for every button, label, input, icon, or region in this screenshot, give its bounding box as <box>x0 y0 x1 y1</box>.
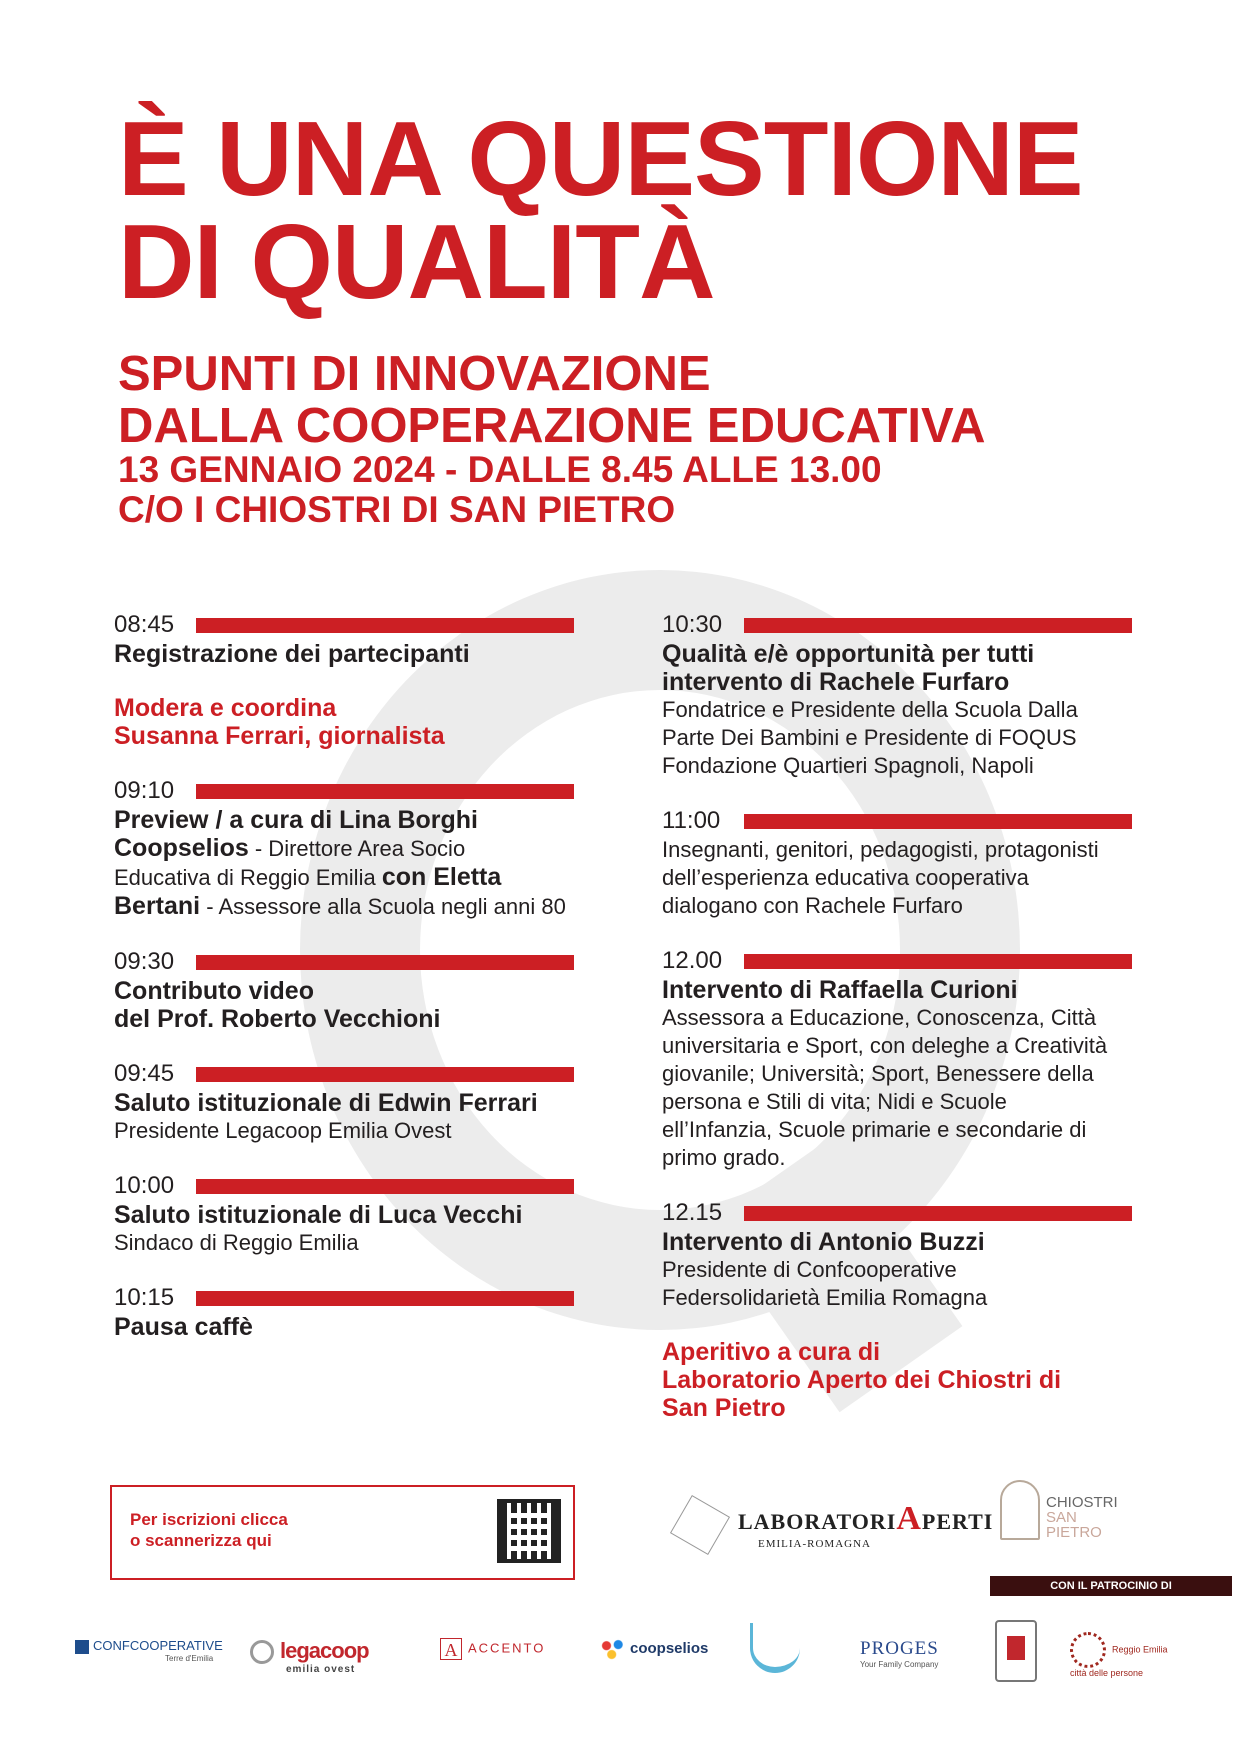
coopselios-logo <box>600 1638 708 1660</box>
slot-desc-line <box>114 863 574 892</box>
lab-logo-wordmark <box>738 1500 993 1538</box>
agenda-right-column <box>662 610 1132 1448</box>
time-bar <box>196 618 574 633</box>
slot-time: 11:00 <box>662 807 721 834</box>
legacoop-sub: emilia ovest <box>286 1664 356 1676</box>
comune-crest-icon <box>995 1620 1037 1682</box>
slot-desc-line: dialogano con Rachele Furfaro <box>662 893 963 918</box>
legacoop-logo <box>250 1638 369 1675</box>
slot-title: Contributo video <box>114 977 314 1005</box>
chiostri-logo <box>1000 1480 1118 1540</box>
event-date: 13 GENNAIO 2024 - DALLE 8.45 ALLE 13.00 <box>118 449 882 490</box>
slot-time: 10:30 <box>662 611 723 638</box>
time-bar <box>744 618 1132 633</box>
slot-time: 09:10 <box>114 777 175 804</box>
moderator-line-1: Modera e coordina <box>114 694 337 722</box>
slot-title: Intervento di Antonio Buzzi <box>662 1228 985 1256</box>
time-bar <box>744 814 1132 829</box>
lab-logo-a: A <box>896 1500 922 1537</box>
slot-time: 12.00 <box>662 947 723 974</box>
slot-time: 09:30 <box>114 948 175 975</box>
agenda-slot <box>114 1171 574 1257</box>
moderator-line-2: Susanna Ferrari, giornalista <box>114 722 445 750</box>
title-line-1: È UNA QUESTIONE <box>118 100 1083 218</box>
slot-desc-line <box>114 892 574 921</box>
slot-title: Pausa caffè <box>114 1313 253 1341</box>
patrocinio-label: CON IL PATROCINIO DI <box>990 1576 1232 1596</box>
dotted-circle-icon <box>1070 1632 1106 1668</box>
slot-title: Saluto istituzionale di Luca Vecchi <box>114 1201 523 1229</box>
time-bar <box>196 955 574 970</box>
lab-logo-part: PERTI <box>921 1509 994 1534</box>
confcooperative-sub: Terre d'Emilia <box>165 1653 214 1663</box>
agenda-slot <box>662 806 1132 920</box>
title-line-2: DI QUALITÀ <box>118 203 715 321</box>
agenda-slot <box>662 1198 1132 1312</box>
guest-name: Bertani <box>114 892 201 920</box>
slot-title: Qualità e/è opportunità per tutti <box>662 640 1035 668</box>
lab-logo-part: LABORATORI <box>738 1509 897 1534</box>
slot-time: 10:00 <box>114 1172 175 1199</box>
slot-desc-line: universitaria e Sport, con deleghe a Creatività <box>662 1033 1108 1058</box>
proges-sub: Your Family Company <box>860 1660 939 1669</box>
chiostri-line-2: SAN <box>1046 1509 1077 1526</box>
time-bar <box>196 1291 574 1306</box>
closing-line-1: Aperitivo a cura di <box>662 1338 881 1366</box>
event-title <box>118 100 1083 321</box>
slot-time: 08:45 <box>114 611 175 638</box>
time-bar <box>196 1179 574 1194</box>
slot-desc-line: Assessora a Educazione, Conoscenza, Città <box>662 1005 1097 1030</box>
slot-title: intervento di Rachele Furfaro <box>662 668 1010 696</box>
slot-desc-line: dell’esperienza educativa cooperativa <box>662 865 1029 890</box>
time-bar <box>196 1067 574 1082</box>
event-venue: C/O I CHIOSTRI DI SAN PIETRO <box>118 489 676 530</box>
time-bar <box>744 1206 1132 1221</box>
moderator-block <box>114 694 574 750</box>
agenda-slot <box>114 776 574 921</box>
proges-text: PROGES <box>860 1638 939 1659</box>
sponsor-logos <box>70 1618 1180 1698</box>
slot-time: 12.15 <box>662 1199 723 1226</box>
registration-line-2[interactable]: o scannerizza qui <box>130 1531 272 1550</box>
registration-box[interactable] <box>110 1485 575 1580</box>
slot-title: Intervento di Raffaella Curioni <box>662 976 1018 1004</box>
desc-text: - Direttore Area Socio <box>248 836 466 861</box>
chiostri-line-1: CHIOSTRI <box>1046 1494 1118 1511</box>
wave-logo-icon <box>750 1623 800 1673</box>
confcooperative-text: CONFCOOPERATIVE <box>93 1638 223 1653</box>
dome-icon <box>1000 1480 1040 1540</box>
confcooperative-icon <box>75 1640 89 1654</box>
spiral-icon <box>250 1640 274 1664</box>
slot-title: del Prof. Roberto Vecchioni <box>114 1005 441 1033</box>
coopselios-text: coopselios <box>630 1639 709 1657</box>
confcooperative-logo <box>75 1638 223 1663</box>
hexagon-icon <box>670 1495 730 1555</box>
closing-line-2: Laboratorio Aperto dei Chiostri di <box>662 1366 1062 1394</box>
reggio-emilia-logo <box>1070 1632 1180 1678</box>
slot-desc-line: ell’Infanzia, Scuole primarie e secondarie di <box>662 1117 1087 1142</box>
reggio-text: Reggio Emilia città delle persone <box>1070 1644 1168 1678</box>
slot-title: Preview / a cura di Lina Borghi <box>114 806 478 834</box>
accento-text: ACCENTO <box>468 1640 546 1656</box>
slot-desc-line: Presidente di Confcooperative <box>662 1257 957 1282</box>
agenda-slot <box>662 610 1132 780</box>
slot-desc: Presidente Legacoop Emilia Ovest <box>114 1118 452 1143</box>
desc-text: Educativa di Reggio Emilia <box>114 865 382 890</box>
event-subtitle <box>118 348 985 452</box>
agenda-slot <box>114 610 574 668</box>
accento-icon: A <box>440 1638 462 1660</box>
agenda-slot <box>114 1283 574 1341</box>
closing-block <box>662 1338 1132 1422</box>
proges-logo <box>860 1638 939 1669</box>
closing-line-3: San Pietro <box>662 1394 786 1422</box>
agenda-left-column <box>114 610 574 1367</box>
agenda-slot <box>114 1059 574 1145</box>
chiostri-line-3: PIETRO <box>1046 1524 1102 1541</box>
slot-desc-line: primo grado. <box>662 1145 786 1170</box>
slot-desc-line: Fondatrice e Presidente della Scuola Dalla <box>662 697 1078 722</box>
slot-desc-line: giovanile; Università; Sport, Benessere della <box>662 1061 1094 1086</box>
slot-time: 10:15 <box>114 1284 175 1311</box>
slot-desc-line <box>114 834 574 863</box>
org-name: Coopselios <box>114 834 249 862</box>
agenda-slot <box>114 947 574 1033</box>
accento-logo <box>440 1638 545 1660</box>
slot-desc-line: Insegnanti, genitori, pedagogisti, protagonisti <box>662 837 1099 862</box>
lab-logo-sub: EMILIA-ROMAGNA <box>758 1538 871 1550</box>
event-info <box>118 450 882 530</box>
slot-desc: Sindaco di Reggio Emilia <box>114 1230 359 1255</box>
subtitle-line-1: SPUNTI DI INNOVAZIONE <box>118 347 711 401</box>
slot-desc-line: Parte Dei Bambini e Presidente di FOQUS <box>662 725 1077 750</box>
guest-prefix: con Eletta <box>381 863 502 891</box>
legacoop-text: legacoop <box>280 1638 369 1663</box>
registration-text[interactable] <box>130 1509 288 1551</box>
slot-title: Saluto istituzionale di Edwin Ferrari <box>114 1089 538 1117</box>
qr-code-icon[interactable] <box>497 1499 561 1563</box>
subtitle-line-2: DALLA COOPERAZIONE EDUCATIVA <box>118 399 986 453</box>
slot-title: Registrazione dei partecipanti <box>114 640 470 668</box>
time-bar <box>744 954 1132 969</box>
time-bar <box>196 784 574 799</box>
slot-desc-line: Federsolidarietà Emilia Romagna <box>662 1285 988 1310</box>
dots-icon <box>600 1638 626 1660</box>
agenda-slot <box>662 946 1132 1172</box>
slot-desc-line: persona e Stili di vita; Nidi e Scuole <box>662 1089 1007 1114</box>
laboratori-aperti-logo <box>678 1500 993 1550</box>
slot-desc-line: Fondazione Quartieri Spagnoli, Napoli <box>662 753 1034 778</box>
registration-line-1[interactable]: Per iscrizioni clicca <box>130 1510 288 1529</box>
desc-text: - Assessore alla Scuola negli anni 80 <box>200 894 566 919</box>
slot-time: 09:45 <box>114 1060 175 1087</box>
